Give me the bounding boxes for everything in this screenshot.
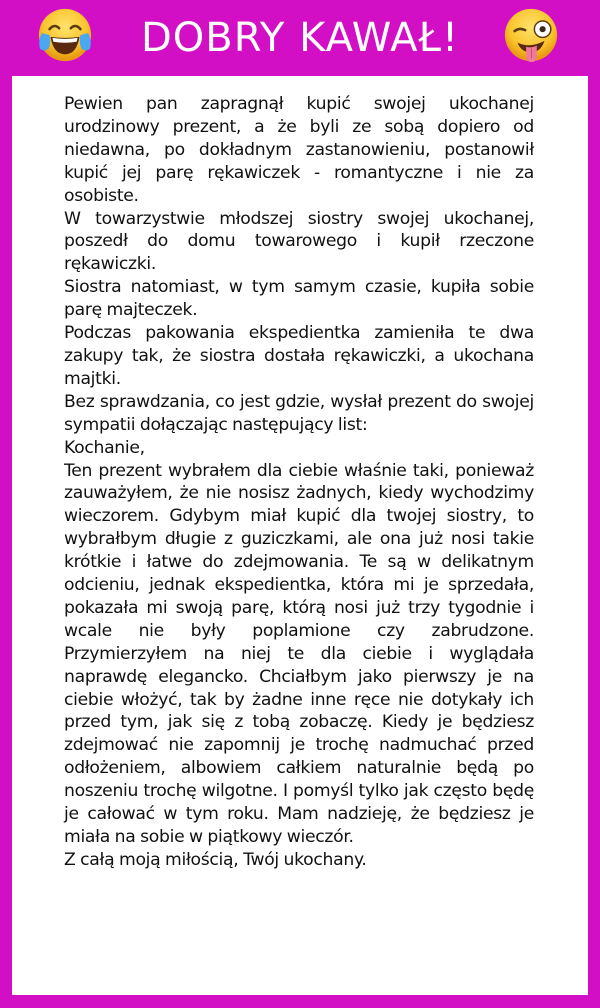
paragraph-letter-intro: Bez sprawdzania, co jest gdzie, wysłał prezent do swojej sympatii dołączając następujący list:: [64, 391, 534, 435]
paragraph-shopping: W towarzystwie młodszej siostry swojej ukochanej, poszedł do domu towarowego i kupił rzeczone rękawiczki.: [64, 208, 534, 275]
paragraph-intro: Pewien pan zapragnął kupić swojej ukochanej urodzinowy prezent, a że byli ze sobą dopiero od niedawna, po dokładnym zastanowieniu, postanowił kupić jej parę rękawiczek - romantyczne i nie za osobiste.: [64, 94, 534, 206]
letter-greeting: Kochanie,: [64, 437, 145, 458]
header-banner: [0, 0, 600, 76]
winking-face-with-tongue-icon: [502, 6, 560, 64]
paragraph-sister: Siostra natomiast, w tym samym czasie, kupiła sobie parę majteczek.: [64, 277, 534, 321]
joke-text: [64, 93, 534, 872]
letter-signature: Z całą moją miłością, Twój ukochany.: [64, 849, 367, 870]
letter-body: Ten prezent wybrałem dla ciebie właśnie taki, ponieważ zauważyłem, że nie nosisz żadnych, kiedy wychodzimy wieczorem. Gdybym miał kupić dla twojej siostry, to wybrałbym długie z guziczkami, ale ona już nosi takie krótkie i łatwe do zdejmowania. Te są w delikatnym odcieniu, jednak ekspedientka, która mi je sprzedała, pokazała mi swoją parę, którą nosi już trzy tygodnie i wcale nie były poplamione czy zabrudzone. Przymierzyłem na niej te dla ciebie i wyglądała naprawdę elegancko. Chciałbym jako pierwszy je na ciebie włożyć, tak by żadne inne ręce nie dotykały ich przed tym, jak się z tobą zobaczę. Kiedy je będziesz zdejmować nie zapomnij je trochę nadmuchać przed odłożeniem, albowiem całkiem naturalnie będą po noszeniu trochę wilgotne. I pomyśl tylko jak często będę je całować w tym roku. Mam nadzieję, że będziesz je miała na sobie w piątkowy wieczór.: [64, 460, 534, 847]
page-title: DOBRY KAWAŁ!: [140, 15, 460, 61]
paragraph-swap: Podczas pakowania ekspedientka zamieniła te dwa zakupy tak, że siostra dostała rękawiczki, a ukochana majtki.: [64, 323, 534, 389]
